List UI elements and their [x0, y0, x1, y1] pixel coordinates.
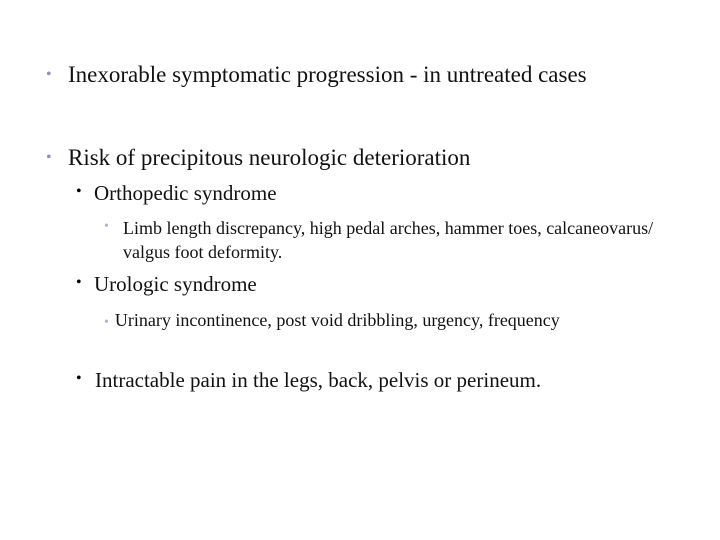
bullet-dot-icon: •: [46, 149, 52, 166]
bullet-dot-icon: •: [76, 370, 82, 387]
bullet-text: Urologic syndrome: [94, 272, 257, 296]
bullet-text: Urinary incontinence, post void dribbling, urgency, frequency: [114, 310, 560, 330]
bullet-text: Orthopedic syndrome: [94, 181, 277, 205]
bullet-text: Intractable pain in the legs, back, pelvis or perineum.: [95, 368, 542, 392]
bullet-dot-icon: •: [76, 183, 82, 200]
subbullet-item-orthopedic: [76, 180, 676, 206]
bullet-text: Risk of precipitous neurologic deterioration: [68, 145, 471, 170]
subbullet-item-intractable-pain: [76, 367, 696, 393]
bullet-dot-icon: •: [76, 274, 82, 291]
bullet-dot-icon: •: [104, 219, 109, 234]
bullet-dot-icon: •: [46, 66, 52, 83]
bullet-item-symptomatic-progression: [46, 60, 666, 89]
subbullet-item-urologic: [76, 271, 676, 297]
subsubbullet-item-urologic-details: [42, 307, 662, 336]
subsubbullet-item-orthopedic-details: [104, 216, 664, 264]
bullet-text: Inexorable symptomatic progression - in untreated cases: [68, 62, 587, 87]
bullet-text: Limb length discrepancy, high pedal arches, hammer toes, calcaneovarus/ valgus foot deformity.: [123, 218, 654, 262]
bullet-item-neurologic-risk: [46, 143, 666, 172]
bullet-dot-icon: •: [104, 315, 109, 330]
